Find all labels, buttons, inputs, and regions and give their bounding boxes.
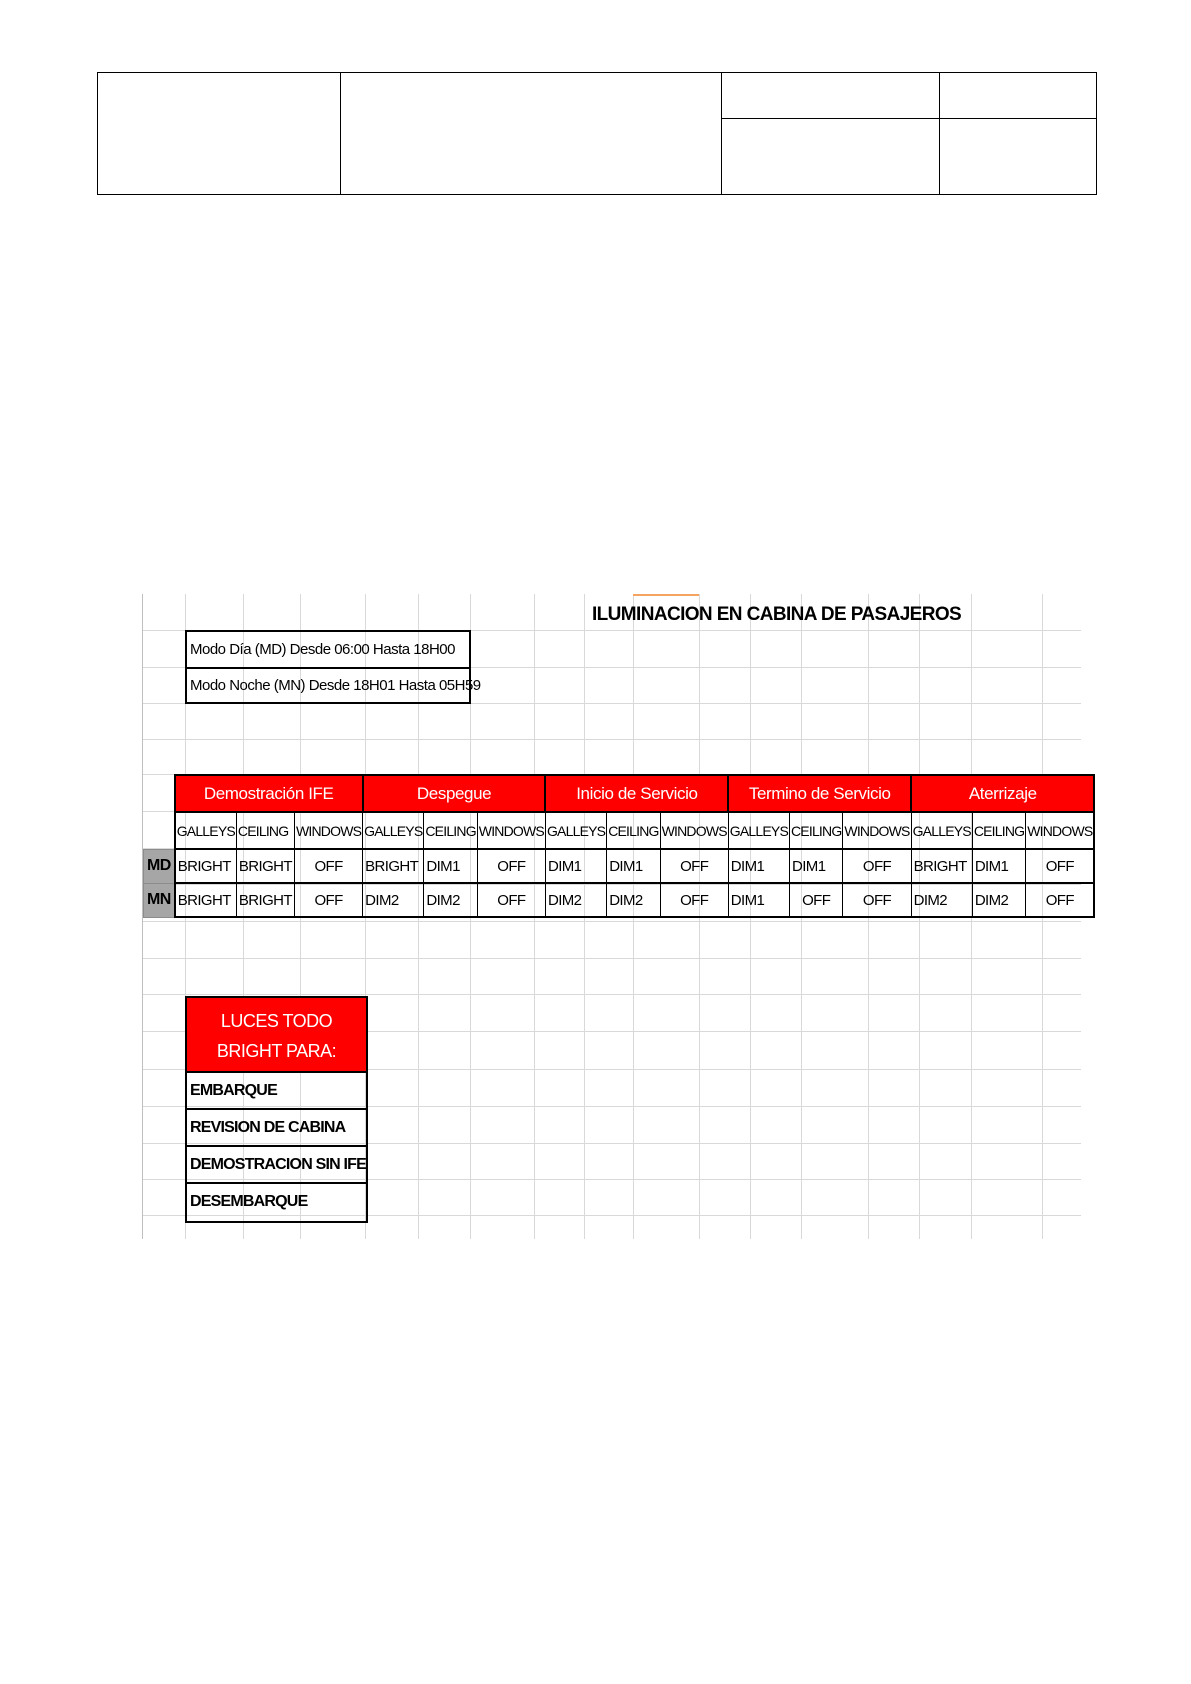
table-cell: DIM1 [607, 849, 660, 883]
column-header: CEILING [972, 812, 1025, 849]
list-item: REVISION DE CABINA [187, 1110, 366, 1147]
list-item: EMBARQUE [187, 1073, 366, 1110]
column-header: GALLEYS [911, 812, 972, 849]
mode-night-text: Modo Noche (MN) Desde 18H01 Hasta 05H59 [190, 677, 481, 694]
row-label: MD [144, 849, 175, 883]
table-cell: OFF [477, 849, 545, 883]
table-cell: BRIGHT [911, 849, 972, 883]
phase-header: Despegue [363, 775, 546, 812]
table-cell: OFF [843, 849, 911, 883]
table-cell: DIM1 [972, 849, 1025, 883]
spreadsheet-image [142, 594, 1093, 1239]
header-divider [939, 73, 940, 194]
mode-day-text: Modo Día (MD) Desde 06:00 Hasta 18H00 [187, 632, 469, 669]
table-row [144, 849, 1095, 883]
phase-header: Aterrizaje [911, 775, 1094, 812]
table-cell: BRIGHT [236, 883, 294, 917]
bright-header-line: LUCES TODO [220, 1011, 333, 1031]
bright-header-line: BRIGHT PARA: [216, 1041, 337, 1061]
table-cell: OFF [1026, 849, 1095, 883]
header-divider [340, 73, 341, 194]
header-divider [721, 73, 722, 194]
sheet-title: ILUMINACION EN CABINA DE PASAJEROS [592, 604, 962, 625]
bright-lights-box [185, 996, 368, 1223]
table-cell: DIM2 [607, 883, 660, 917]
cell-highlight-mark [633, 594, 699, 596]
table-cell: DIM1 [790, 849, 843, 883]
phase-header: Termino de Servicio [728, 775, 911, 812]
column-header-row [144, 812, 1095, 849]
column-header: GALLEYS [728, 812, 789, 849]
table-cell: OFF [477, 883, 545, 917]
column-header: CEILING [607, 812, 660, 849]
column-header: CEILING [236, 812, 294, 849]
table-cell: OFF [294, 849, 362, 883]
table-cell: DIM2 [545, 883, 606, 917]
column-header: CEILING [424, 812, 477, 849]
list-item: DESEMBARQUE [190, 1193, 308, 1210]
table-cell: DIM1 [424, 849, 477, 883]
column-header: GALLEYS [545, 812, 606, 849]
bright-lights-header [187, 998, 366, 1073]
phase-header-row [144, 775, 1095, 812]
table-cell: OFF [790, 883, 843, 917]
table-cell: OFF [294, 883, 362, 917]
phase-header: Demostración IFE [175, 775, 363, 812]
column-header: WINDOWS [1026, 812, 1095, 849]
column-header: GALLEYS [363, 812, 424, 849]
table-cell: DIM1 [545, 849, 606, 883]
table-cell: BRIGHT [175, 849, 237, 883]
header-divider [721, 118, 1096, 119]
list-item: DEMOSTRACION SIN IFE [187, 1147, 366, 1184]
table-cell: DIM2 [363, 883, 424, 917]
column-header: WINDOWS [294, 812, 362, 849]
table-cell: BRIGHT [175, 883, 237, 917]
table-cell: DIM2 [911, 883, 972, 917]
column-header: GALLEYS [175, 812, 237, 849]
document-header-box [97, 72, 1097, 195]
table-cell: DIM1 [728, 849, 789, 883]
table-cell: OFF [843, 883, 911, 917]
table-cell: OFF [660, 883, 728, 917]
table-cell: DIM1 [728, 883, 789, 917]
table-cell: DIM2 [972, 883, 1025, 917]
phase-header: Inicio de Servicio [545, 775, 728, 812]
modes-box [185, 630, 481, 704]
table-cell: OFF [660, 849, 728, 883]
row-label: MN [144, 883, 175, 917]
table-cell: OFF [1026, 883, 1095, 917]
column-header: WINDOWS [843, 812, 911, 849]
column-header: CEILING [790, 812, 843, 849]
table-row [144, 883, 1095, 917]
table-cell: BRIGHT [363, 849, 424, 883]
column-header: WINDOWS [477, 812, 545, 849]
table-cell: DIM2 [424, 883, 477, 917]
lighting-table [143, 774, 1095, 918]
column-header: WINDOWS [660, 812, 728, 849]
table-cell: BRIGHT [236, 849, 294, 883]
